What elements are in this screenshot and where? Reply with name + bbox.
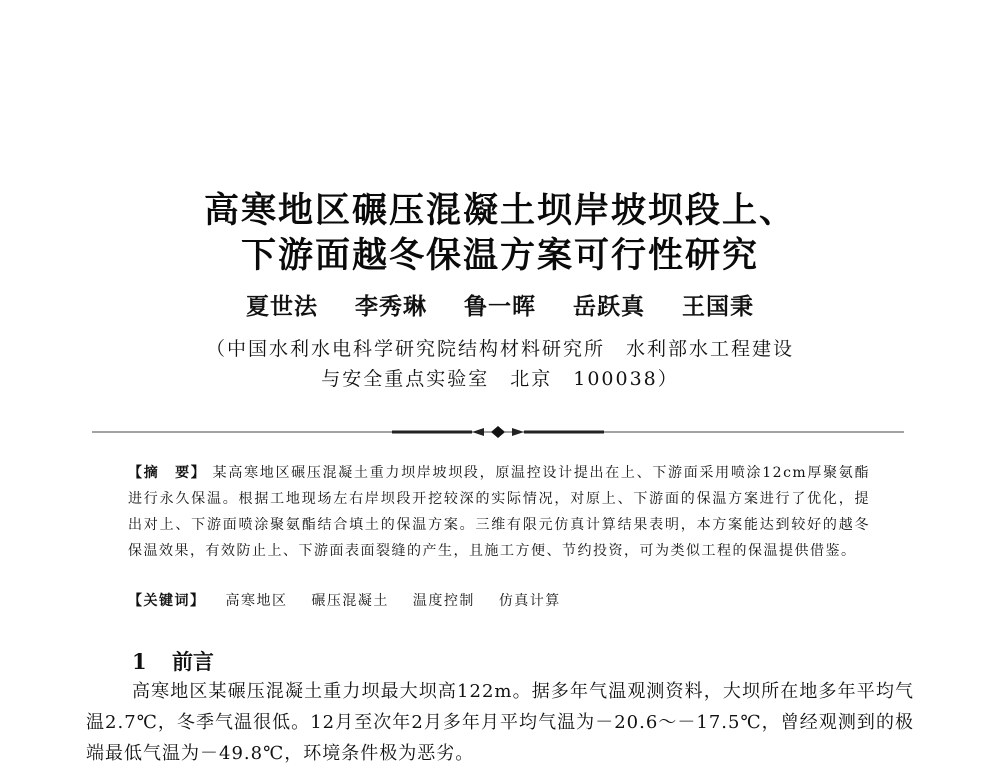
abstract-text: 某高寒地区碾压混凝土重力坝岸坡坝段，原温控设计提出在上、下游面采用喷涂12cm厚聚氨酯进行永久保温。根据工地现场左右岸坝段开挖较深的实际情况，对原上、下游面的保温方案进行了优化，提出对上、下游面喷涂聚氨酯结合填土的保温方案。三维有限元仿真计算结果表明，本方案能达到较好的越冬保温效果，有效防止上、下游面表面裂缝的产生，且施工方便、节约投资，可为类似工程的保温提供借鉴。	[128, 465, 870, 559]
author-list	[0, 288, 1000, 321]
affiliation-line-2: 与安全重点实验室 北京 100038）	[321, 368, 679, 390]
paper-title-line-1: 高寒地区碾压混凝土坝岸坡坝段上、	[203, 191, 796, 231]
paper-title-line-2: 下游面越冬保温方案可行性研究	[240, 236, 759, 276]
keyword: 温度控制	[412, 593, 475, 609]
keyword: 碾压混凝土	[311, 593, 389, 609]
section-number: 1	[132, 649, 147, 674]
author-name: 夏世法	[245, 293, 318, 320]
author-name: 岳跃真	[573, 293, 646, 320]
author-name: 鲁一晖	[464, 293, 536, 320]
keywords-block	[128, 590, 870, 610]
author-name: 李秀琳	[354, 293, 427, 320]
section-title: 前言	[171, 649, 214, 674]
keywords-label: 【关键词】	[128, 593, 206, 609]
keyword: 高寒地区	[225, 593, 288, 609]
section-heading	[132, 646, 214, 676]
author-name: 王国秉	[682, 293, 755, 320]
ornamental-divider	[92, 426, 904, 438]
abstract-block	[128, 460, 870, 564]
keyword: 仿真计算	[498, 593, 561, 609]
body-paragraph: 高寒地区某碾压混凝土重力坝最大坝高122m。据多年气温观测资料，大坝所在地多年平均气温2.7℃，冬季气温很低。12月至次年2月多年月平均气温为－20.6～－17.5℃，曾经观测到的极端最低气温为－49.8℃，环境条件极为恶劣。	[86, 681, 914, 764]
affiliation-line-1: （中国水利水电科学研究院结构材料研究所 水利部水工程建设	[205, 338, 794, 360]
abstract-label: 【摘 要】	[128, 465, 207, 481]
